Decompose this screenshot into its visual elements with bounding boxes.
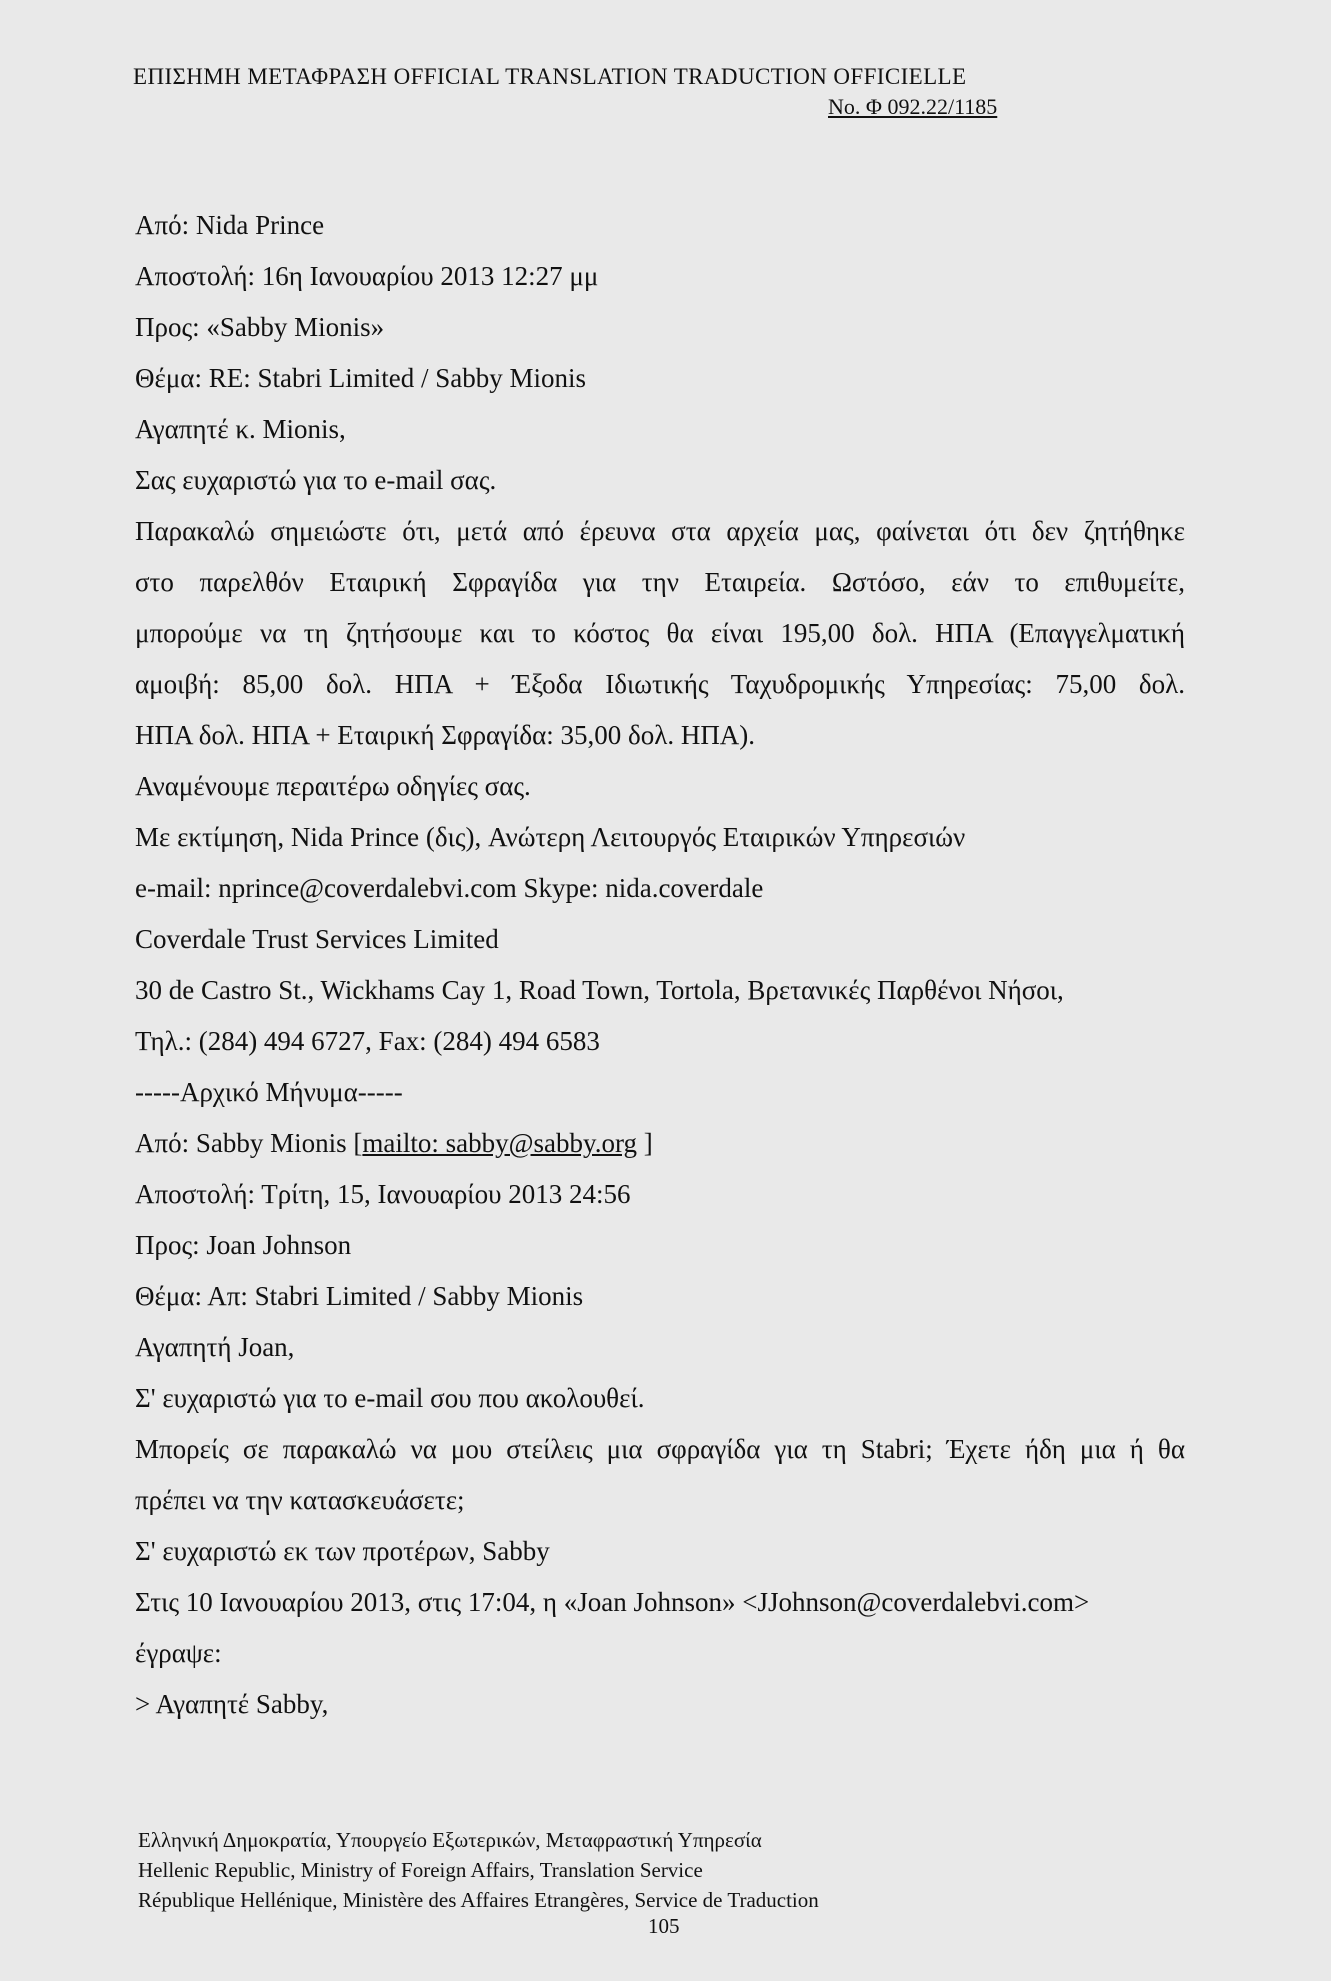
paragraph-line: αμοιβή: 85,00 δολ. ΗΠΑ + Έξοδα Ιδιωτικής Ταχυδρομικής Υπηρεσίας: 75,00 δολ. <box>135 669 1185 699</box>
paragraph-last-line: ΗΠΑ δολ. ΗΠΑ + Εταιρική Σφραγίδα: 35,00 δολ. ΗΠΑ). <box>135 720 756 750</box>
letter-body <box>135 200 1185 1730</box>
footer-greek: Ελληνική Δημοκρατία, Υπουργείο Εξωτερικών, Μεταφραστική Υπηρεσία <box>138 1828 762 1852</box>
email-thanks: Σας ευχαριστώ για το e-mail σας. <box>135 465 497 495</box>
footer <box>138 1825 1038 1915</box>
original-to: Προς: Joan Johnson <box>135 1230 352 1260</box>
footer-english: Hellenic Republic, Ministry of Foreign Affairs, Translation Service <box>138 1858 703 1882</box>
paragraph-line: Παρακαλώ σημειώστε ότι, μετά από έρευνα στα αρχεία μας, φαίνεται ότι δεν ζητήθηκε <box>135 516 1185 546</box>
translation-number: No. Φ 092.22/1185 <box>828 94 998 119</box>
page-number: 105 <box>648 1914 680 1938</box>
email-await: Αναμένουμε περαιτέρω οδηγίες σας. <box>135 771 531 801</box>
original-greeting: Αγαπητή Joan, <box>135 1332 295 1362</box>
official-translation-header: ΕΠΙΣΗΜΗ ΜΕΤΑΦΡΑΣΗ OFFICIAL TRANSLATION TRADUCTION OFFICIELLE <box>133 64 967 89</box>
original-from: Από: Sabby Mionis [mailto: sabby@sabby.org ] <box>135 1128 653 1158</box>
quote-greeting: > Αγαπητέ Sabby, <box>135 1689 329 1719</box>
email-subject: Θέμα: RE: Stabri Limited / Sabby Mionis <box>135 363 586 393</box>
email-greeting: Αγαπητέ κ. Mionis, <box>135 414 346 444</box>
email-sent: Αποστολή: 16η Ιανουαρίου 2013 12:27 μμ <box>135 261 599 291</box>
original-thanks: Σ' ευχαριστώ για το e-mail σου που ακολουθεί. <box>135 1383 645 1413</box>
company-name: Coverdale Trust Services Limited <box>135 924 499 954</box>
quote-intro: Στις 10 Ιανουαρίου 2013, στις 17:04, η «Joan Johnson» <JJohnson@coverdalebvi.com> <box>135 1587 1090 1617</box>
original-subject: Θέμα: Απ: Stabri Limited / Sabby Mionis <box>135 1281 584 1311</box>
email-to: Προς: «Sabby Mionis» <box>135 312 385 342</box>
original-request-cont: πρέπει να την κατασκευάσετε; <box>135 1485 465 1515</box>
original-message-divider: -----Αρχικό Μήνυμα----- <box>135 1077 403 1107</box>
original-request: Μπορείς σε παρακαλώ να μου στείλεις μια σφραγίδα για τη Stabri; Έχετε ήδη μια ή θα <box>135 1434 1185 1464</box>
quote-intro-cont: έγραψε: <box>135 1638 222 1668</box>
paragraph-line: μπορούμε να τη ζητήσουμε και το κόστος θα είναι 195,00 δολ. ΗΠΑ (Επαγγελματική <box>135 618 1185 648</box>
email-from: Από: Nida Prince <box>135 210 325 240</box>
original-signoff: Σ' ευχαριστώ εκ των προτέρων, Sabby <box>135 1536 550 1566</box>
email-contact: e-mail: nprince@coverdalebvi.com Skype: nida.coverdale <box>135 873 764 903</box>
paragraph-line: στο παρελθόν Εταιρική Σφραγίδα για την Εταιρεία. Ωστόσο, εάν το επιθυμείτε, <box>135 567 1185 597</box>
footer-french: République Hellénique, Ministère des Affaires Etrangères, Service de Traduction <box>138 1888 819 1912</box>
email-regards: Με εκτίμηση, Nida Prince (δις), Ανώτερη Λειτουργός Εταιρικών Υπηρεσιών <box>135 822 966 852</box>
company-address: 30 de Castro St., Wickhams Cay 1, Road Town, Tortola, Βρετανικές Παρθένοι Νήσοι, <box>135 975 1064 1005</box>
mailto-link[interactable]: mailto: sabby@sabby.org <box>362 1128 637 1158</box>
company-phone: Τηλ.: (284) 494 6727, Fax: (284) 494 6583 <box>135 1026 600 1056</box>
original-sent: Αποστολή: Τρίτη, 15, Ιανουαρίου 2013 24:56 <box>135 1179 631 1209</box>
